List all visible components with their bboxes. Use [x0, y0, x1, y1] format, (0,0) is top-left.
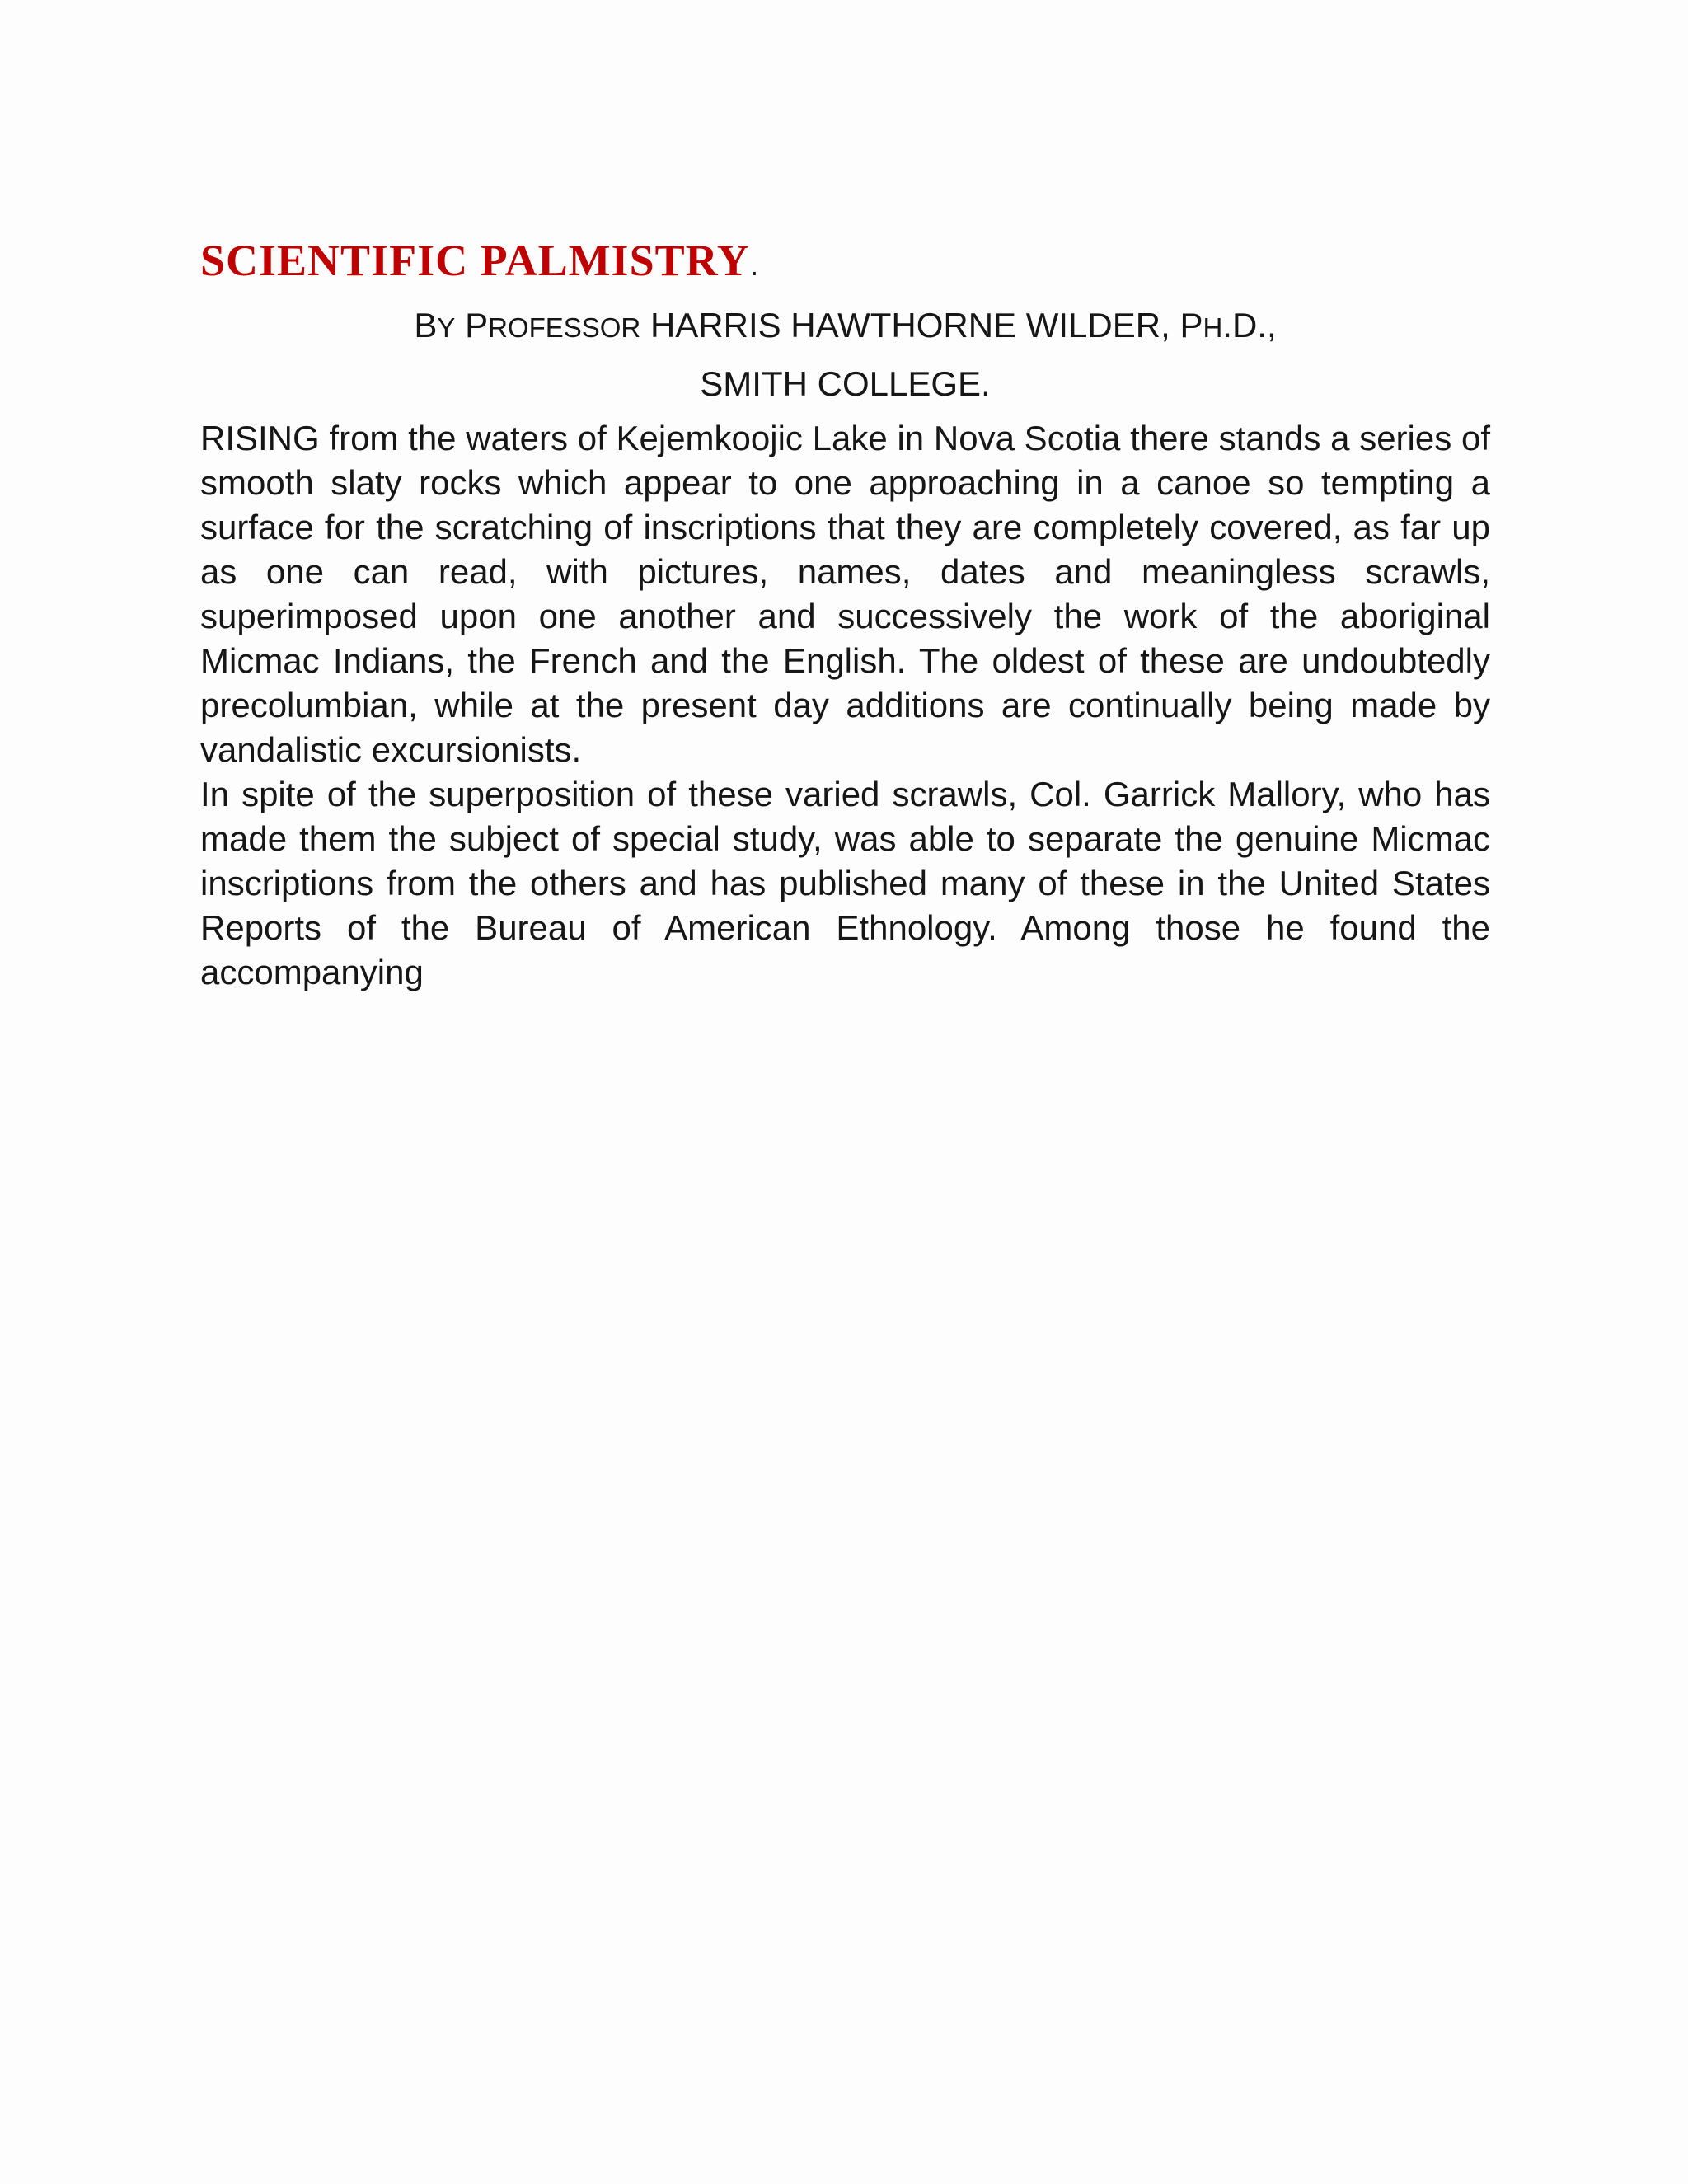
degree-initial: P	[1179, 306, 1203, 344]
title-period: .	[749, 248, 760, 283]
degree-rest: .D.,	[1222, 306, 1277, 344]
byline-prof-initial: P	[465, 306, 489, 344]
paragraph-2: In spite of the superposition of these varied scrawls, Col. Garrick Mallory, who has made them the subject of special study, was able to separate the genuine Micmac inscriptions from the others and has published many of these in the United States Reports of the Bureau of American Ethnology. Among those he found the	[200, 775, 1490, 947]
author-name: HARRIS HAWTHORNE WILDER,	[649, 306, 1170, 344]
degree-mid: H	[1203, 312, 1223, 343]
article-body	[200, 229, 1490, 995]
author-byline	[200, 297, 1490, 357]
paragraph-1: RISING from the waters of Kejemkoojic Lake in Nova Scotia there stands a series of smooth slaty rocks which appear to one approaching in a canoe so tempting a surface for the scratching of inscriptions that they are completely covered, as far up as one can read, with pictures, names, dates and meaningless scrawls, superimposed upon one another and successively the work of the aboriginal Micmac Indians, the French and the English. The oldest of these are undoubtedly precolumbian, while at the present day additions are continually being made by vandalistic excursionists.	[200, 419, 1490, 769]
byline-by-initial: B	[414, 306, 438, 344]
title-text: SCIENTIFIC PALMISTRY	[200, 236, 750, 285]
trailing-line: accompanying	[200, 953, 424, 991]
byline-prof-rest: ROFESSOR	[488, 312, 641, 343]
byline-by-rest: Y	[437, 312, 456, 343]
author-affiliation: SMITH COLLEGE.	[700, 364, 991, 403]
article-title	[200, 229, 1490, 297]
